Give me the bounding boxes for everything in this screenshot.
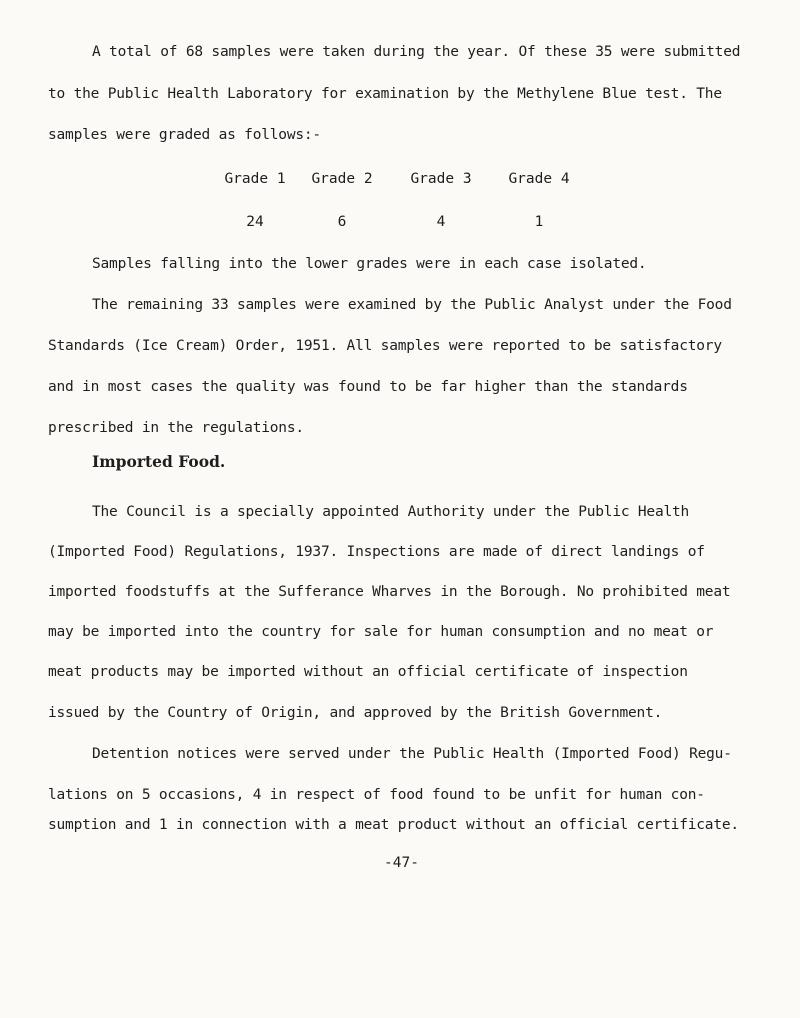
grade-value-3: 4	[436, 214, 446, 230]
paragraph3-line-1: The remaining 33 samples were examined by the Public Analyst under the Food	[92, 297, 732, 313]
grade-value-1: 24	[246, 214, 264, 230]
paragraph4-line-6: issued by the Country of Origin, and approved by the British Government.	[48, 705, 663, 721]
paragraph3-line-4: prescribed in the regulations.	[48, 420, 304, 436]
paragraph5-line-1: Detention notices were served under the Public Health (Imported Food) Regu-	[92, 746, 732, 762]
grade-header-4: Grade 4	[508, 171, 570, 187]
paragraph5-line-3: sumption and 1 in connection with a meat product without an official certificate.	[48, 817, 739, 833]
paragraph1-line-3: samples were graded as follows:-	[48, 127, 321, 143]
grade-value-4: 1	[534, 214, 544, 230]
paragraph1-line-2: to the Public Health Laboratory for examination by the Methylene Blue test. The	[48, 86, 722, 102]
paragraph4-line-5: meat products may be imported without an official certificate of inspection	[48, 664, 688, 680]
section-heading-imported-food: Imported Food.	[92, 452, 226, 471]
grade-header-3: Grade 3	[410, 171, 472, 187]
grade-header-2: Grade 2	[311, 171, 373, 187]
paragraph5-line-2: lations on 5 occasions, 4 in respect of food found to be unfit for human con-	[48, 787, 705, 803]
page-number: -47-	[384, 855, 419, 871]
paragraph4-line-4: may be imported into the country for sale for human consumption and no meat or	[48, 624, 714, 640]
grade-value-2: 6	[337, 214, 347, 230]
paragraph4-line-3: imported foodstuffs at the Sufferance Wharves in the Borough. No prohibited meat	[48, 584, 731, 600]
paragraph3-line-3: and in most cases the quality was found to be far higher than the standards	[48, 379, 688, 395]
grade-header-1: Grade 1	[224, 171, 286, 187]
paragraph3-line-2: Standards (Ice Cream) Order, 1951. All samples were reported to be satisfactory	[48, 338, 722, 354]
paragraph2-line-1: Samples falling into the lower grades were in each case isolated.	[92, 256, 647, 272]
paragraph4-line-2: (Imported Food) Regulations, 1937. Inspections are made of direct landings of	[48, 544, 705, 560]
paragraph4-line-1: The Council is a specially appointed Authority under the Public Health	[92, 504, 690, 520]
paragraph1-line-1: A total of 68 samples were taken during the year. Of these 35 were submitted	[92, 44, 741, 60]
